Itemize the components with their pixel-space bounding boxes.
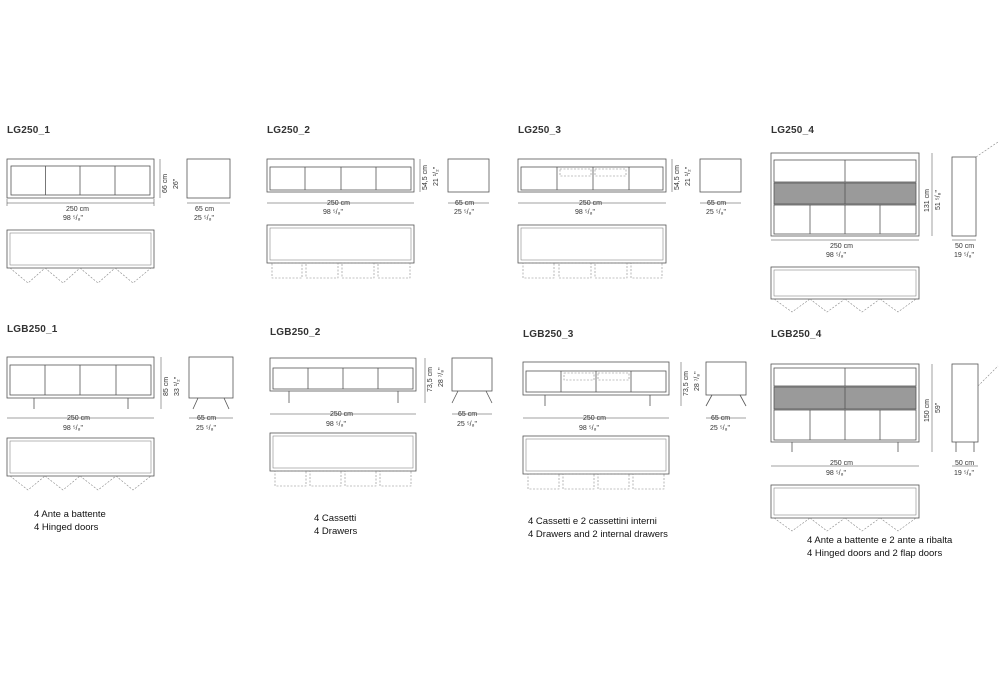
height-in-lg250-1: 26" xyxy=(173,178,180,189)
height-cm-lg250-4: 131 cm xyxy=(924,189,931,212)
height-in-lgb250-3: 28 ⁷/₈" xyxy=(694,371,701,391)
depth-cm-lgb250-2: 65 cm xyxy=(458,411,478,418)
width-cm-lgb250-1: 250 cm xyxy=(67,415,90,422)
width-in-lgb250-2: 98 ⁵/₈" xyxy=(326,421,346,428)
caption-4-it: 4 Ante a battente e 2 ante a ribalta xyxy=(807,535,953,546)
width-in-lg250-4: 98 ⁵/₈" xyxy=(826,252,846,259)
height-cm-lg250-3: 54,5 cm xyxy=(674,165,681,190)
depth-cm-lgb250-3: 65 cm xyxy=(711,415,731,422)
caption-2-en: 4 Drawers xyxy=(314,526,358,537)
width-cm-lgb250-2: 250 cm xyxy=(330,411,353,418)
height-cm-lgb250-2: 73,5 cm xyxy=(427,367,434,392)
height-cm-lgb250-3: 73,5 cm xyxy=(683,371,690,396)
caption-4-en: 4 Hinged doors and 2 flap doors xyxy=(807,548,943,559)
caption-4 xyxy=(807,534,952,560)
width-in-lg250-3: 98 ⁵/₈" xyxy=(575,209,595,216)
depth-in-lg250-2: 25 ⁵/₈" xyxy=(454,209,474,216)
model-title-lgb250-1: LGB250_1 xyxy=(7,324,58,335)
height-in-lgb250-2: 28 ⁷/₈" xyxy=(438,367,445,387)
width-cm-lgb250-4: 250 cm xyxy=(830,460,853,467)
model-title-lgb250-2: LGB250_2 xyxy=(270,327,321,338)
caption-3-en: 4 Drawers and 2 internal drawers xyxy=(528,529,668,540)
height-in-lg250-3: 21 ¹/₂" xyxy=(685,166,692,186)
width-in-lgb250-4: 98 ⁵/₈" xyxy=(826,470,846,477)
depth-in-lg250-4: 19 ⁵/₈" xyxy=(954,252,974,259)
height-in-lgb250-4: 59" xyxy=(935,402,942,413)
width-cm-lgb250-3: 250 cm xyxy=(583,415,606,422)
model-title-lgb250-4: LGB250_4 xyxy=(771,329,822,340)
caption-1-it: 4 Ante a battente xyxy=(34,509,106,520)
depth-in-lg250-1: 25 ⁵/₈" xyxy=(194,215,214,222)
caption-1-en: 4 Hinged doors xyxy=(34,522,99,533)
width-in-lg250-2: 98 ⁵/₈" xyxy=(323,209,343,216)
depth-cm-lg250-2: 65 cm xyxy=(455,200,475,207)
width-cm-lg250-4: 250 cm xyxy=(830,243,853,250)
depth-cm-lgb250-1: 65 cm xyxy=(197,415,217,422)
model-title-lg250-1: LG250_1 xyxy=(7,125,51,136)
depth-in-lgb250-2: 25 ⁵/₈" xyxy=(457,421,477,428)
depth-in-lgb250-1: 25 ⁵/₈" xyxy=(196,425,216,432)
depth-cm-lg250-1: 65 cm xyxy=(195,206,215,213)
height-in-lgb250-1: 33 ¹/₂" xyxy=(174,376,181,396)
model-title-lg250-2: LG250_2 xyxy=(267,125,311,136)
caption-2-it: 4 Cassetti xyxy=(314,513,357,524)
depth-in-lgb250-3: 25 ⁵/₈" xyxy=(710,425,730,432)
width-in-lg250-1: 98 ⁵/₈" xyxy=(63,215,83,222)
width-cm-lg250-3: 250 cm xyxy=(579,200,602,207)
width-in-lgb250-3: 98 ⁵/₈" xyxy=(579,425,599,432)
depth-cm-lg250-3: 65 cm xyxy=(707,200,727,207)
model-title-lg250-3: LG250_3 xyxy=(518,125,562,136)
depth-cm-lgb250-4: 50 cm xyxy=(955,460,975,467)
height-in-lg250-4: 51 ⁵/₈" xyxy=(935,190,942,210)
model-title-lgb250-3: LGB250_3 xyxy=(523,329,574,340)
width-cm-lg250-2: 250 cm xyxy=(327,200,350,207)
height-cm-lg250-1: 66 cm xyxy=(162,173,169,193)
width-cm-lg250-1: 250 cm xyxy=(66,206,89,213)
model-title-lg250-4: LG250_4 xyxy=(771,125,815,136)
height-cm-lg250-2: 54,5 cm xyxy=(422,165,429,190)
height-cm-lgb250-4: 150 cm xyxy=(924,399,931,422)
depth-in-lg250-3: 25 ⁵/₈" xyxy=(706,209,726,216)
caption-3-it: 4 Cassetti e 2 cassettini interni xyxy=(528,516,657,527)
depth-in-lgb250-4: 19 ⁵/₈" xyxy=(954,470,974,477)
height-in-lg250-2: 21 ¹/₂" xyxy=(433,166,440,186)
depth-cm-lg250-4: 50 cm xyxy=(955,243,975,250)
height-cm-lgb250-1: 85 cm xyxy=(163,376,170,396)
width-in-lgb250-1: 98 ⁵/₈" xyxy=(63,425,83,432)
